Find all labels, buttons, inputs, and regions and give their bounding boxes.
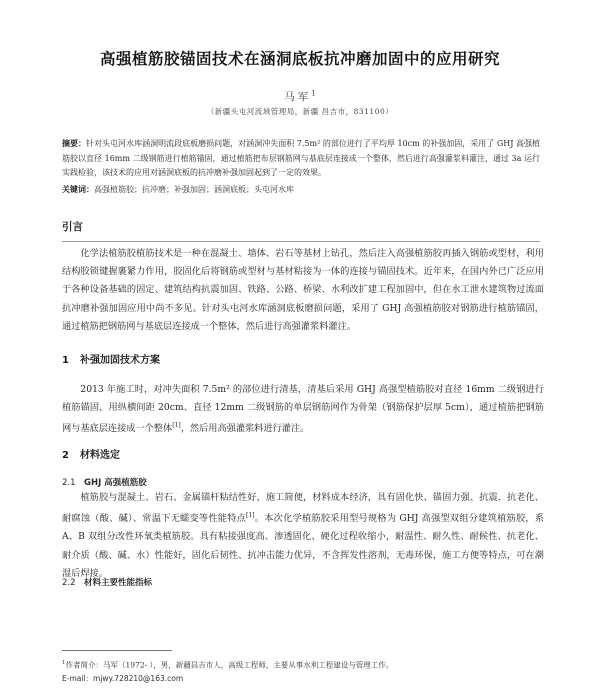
author-footnote [62, 657, 540, 672]
author-affiliation: （新疆头屯河流域管理局，新疆 昌吉市，831100） [206, 107, 394, 116]
abstract-label: 摘要： [62, 139, 87, 148]
footnote-text: 作者简介：马军（1972- ），男，新疆昌吉市人，高级工程师，主要从事水利工程建设与管理工作。 [65, 660, 394, 670]
subsection-2-1-text: 植筋胶与混凝土、岩石、金属锚杆粘结性好，施工简便，材料成本经济，具有固化快、锚固力强、抗震、抗老化、耐腐蚀（酸、碱）、常温下无蠕变等性能特点 [62, 492, 544, 525]
section-divider [62, 241, 540, 242]
section-2-heading [62, 446, 120, 461]
author-name: 马军 [284, 91, 312, 103]
paper-title: 高强植筋胶锚固技术在涵洞底板抗冲磨加固中的应用研究 [99, 50, 500, 68]
abstract [62, 137, 540, 181]
keywords-text: 高强植筋胶；抗冲磨；补强加固；涵洞底板；头屯河水库 [94, 185, 294, 194]
section-1-number: 1 [62, 355, 69, 366]
subsection-2-1-text-end: 。本次化学植筋胶采用型号规格为 GHJ 高强型双组分建筑植筋胶，系 A、B 双组分改性环氧类植筋胶。具有粘接强度高、渗透固化、硬化过程收缩小，耐温性、耐久性、耐候性、抗老化、耐介质（酸、碱、水）性能好，固化后韧性、抗冲击能力优异，不含挥发性溶剂，无毒环保，施工方便等特点，可在潮湿后焊接。 [62, 513, 545, 579]
intro-paragraph: 化学法植筋胶植筋技术是一种在混凝土、墙体、岩石等基材上钻孔，然后注入高强植筋胶再插入钢筋或型材，利用结构胶锁键握裹紧力作用，胶固化后将钢筋或型材与基材粘接为一体的连接与锚固技术。近年来，在国内外已广泛应用于各种设备基础的固定、建筑结构抗震加固、铁路、公路、桥梁、水利改扩建工程加固中，但在水工泄水建筑物过流面抗冲磨补强加固应用中尚不多见。针对头屯河水库涵洞底板磨损问题，采用了 GHJ 高强植筋胶对钢筋进行植筋锚固，通过植筋把钢筋网与基底层连接成一个整体，然后进行高强灌浆料灌注。 [62, 248, 544, 332]
author-email: E-mail：mjwy.728210@163.com [62, 674, 184, 683]
section-2-title: 材料选定 [80, 450, 120, 461]
author-footnote-mark: 1 [311, 89, 316, 98]
subsection-2-1-paragraph [62, 489, 544, 583]
subsection-2-2-title: 材料主要性能指标 [84, 578, 153, 588]
section-1-citation: [1] [172, 422, 181, 430]
abstract-text: 针对头屯河水库涵洞明流段底板磨损问题，对涵洞冲失面积 7.5m² 的部位进行了平均厚 10cm 的补强加固，采用了 GHJ 高强植筋胶以直径 16mm 二级钢筋进行植筋锚固，通过植筋把布层钢筋网与基底层连接成一个整体，然后进行高强灌浆料灌注，通过 3a 运行实践检验，该技术的应用对涵洞底板的抗冲磨补强加固起到了一定的效果。 [62, 139, 541, 178]
subsection-2-1-number: 2.1 [62, 478, 76, 488]
subsection-2-1-citation: [1] [246, 512, 255, 520]
keywords-label: 关键词： [62, 185, 94, 194]
section-2-number: 2 [62, 450, 69, 461]
section-1-paragraph [62, 381, 544, 439]
section-1-text-end: ，然后用高强灌浆料进行灌注。 [180, 423, 310, 435]
footnote-divider [62, 650, 172, 651]
author-line [0, 89, 600, 104]
section-1-heading [62, 351, 160, 366]
subsection-2-2-heading [62, 576, 152, 588]
keywords [62, 184, 540, 196]
section-1-text: 2013 年施工时，对冲失面积 7.5m² 的部位进行清基，清基后采用 GHJ 高强型植筋胶对直径 16mm 二级钢进行植筋锚固，用纵横间距 20cm、直径 12mm 二级钢筋的单层钢筋网作为骨架（钢筋保护层厚 5cm），通过植筋把钢筋网与基底层连接成一个整体 [62, 384, 544, 435]
section-1-title: 补强加固技术方案 [80, 355, 160, 366]
subsection-2-1-heading [62, 476, 147, 488]
subsection-2-1-title: GHJ 高强植筋胶 [84, 478, 147, 488]
intro-heading: 引言 [62, 221, 83, 233]
subsection-2-2-number: 2.2 [62, 578, 76, 588]
footnote-mark: 1 [62, 660, 66, 666]
